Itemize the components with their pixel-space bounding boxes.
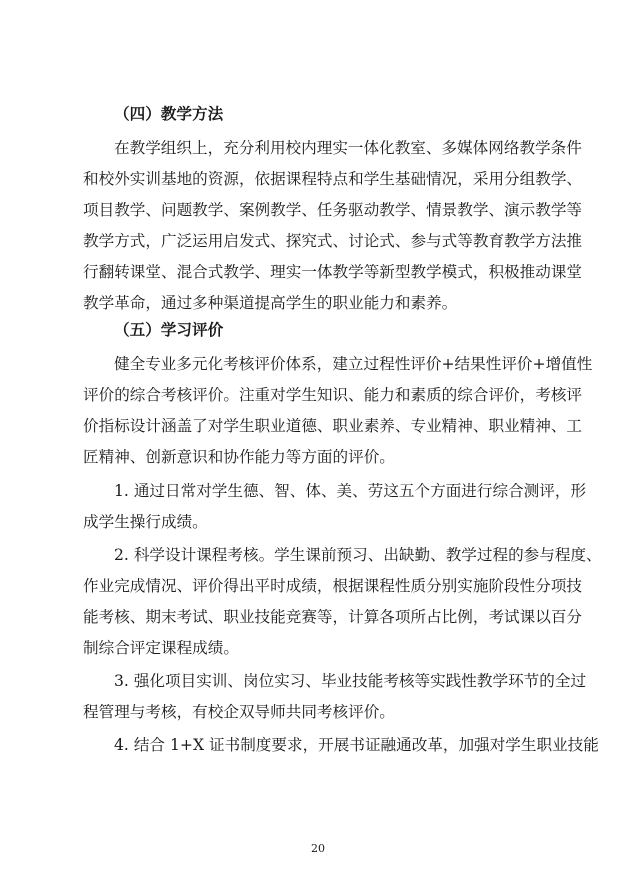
section-5-heading: （五）学习评价 [114,320,224,339]
evaluation-item-2-line-3: 能考核、期末考试、职业技能竞赛等，计算各项所占比例，考试课以百分 [83,608,583,626]
evaluation-item-2-line-4: 制综合评定课程成绩。 [83,639,239,657]
evaluation-item-2-line-2: 作业完成情况、评价得出平时成绩，根据课程性质分别实施阶段性分项技 [83,577,583,595]
evaluation-item-1-line-2: 成学生操行成绩。 [83,513,208,531]
section-4-line-6: 教学革命，通过多种渠道提高学生的职业能力和素养。 [83,294,458,312]
evaluation-intro-line-1: 健全专业多元化考核评价体系，建立过程性评价+结果性评价+增值性 [114,355,593,373]
evaluation-item-4-line-1: 4. 结合 1+X 证书制度要求，开展书证融通改革，加强对学生职业技能 [114,736,599,754]
page-number: 20 [311,842,325,855]
evaluation-item-2-line-1: 2. 科学设计课程考核。学生课前预习、出缺勤、教学过程的参与程度、 [114,546,602,564]
evaluation-intro-line-4: 匠精神、创新意识和协作能力等方面的评价。 [83,448,395,466]
section-4-line-2: 和校外实训基地的资源，依据课程特点和学生基础情况，采用分组教学、 [83,170,583,188]
section-4-line-5: 行翻转课堂、混合式教学、理实一体教学等新型教学模式，积极推动课堂 [83,263,583,281]
evaluation-intro-line-3: 价指标设计涵盖了对学生职业道德、职业素养、专业精神、职业精神、工 [83,417,583,435]
section-4-heading: （四）教学方法 [114,104,224,123]
section-4-line-1: 在教学组织上，充分利用校内理实一体化教室、多媒体网络教学条件 [114,139,582,157]
section-4-line-3: 项目教学、问题教学、案例教学、任务驱动教学、情景教学、演示教学等 [83,201,583,219]
evaluation-intro-line-2: 评价的综合考核评价。注重对学生知识、能力和素质的综合评价，考核评 [83,386,583,404]
section-4-line-4: 教学方式，广泛运用启发式、探究式、讨论式、参与式等教育教学方法推 [83,232,583,250]
evaluation-item-3-line-2: 程管理与考核，有校企双导师共同考核评价。 [83,703,395,721]
evaluation-item-3-line-1: 3. 强化项目实训、岗位实习、毕业技能考核等实践性教学环节的全过 [114,672,587,690]
evaluation-item-1-line-1: 1. 通过日常对学生德、智、体、美、劳这五个方面进行综合测评，形 [114,482,587,500]
